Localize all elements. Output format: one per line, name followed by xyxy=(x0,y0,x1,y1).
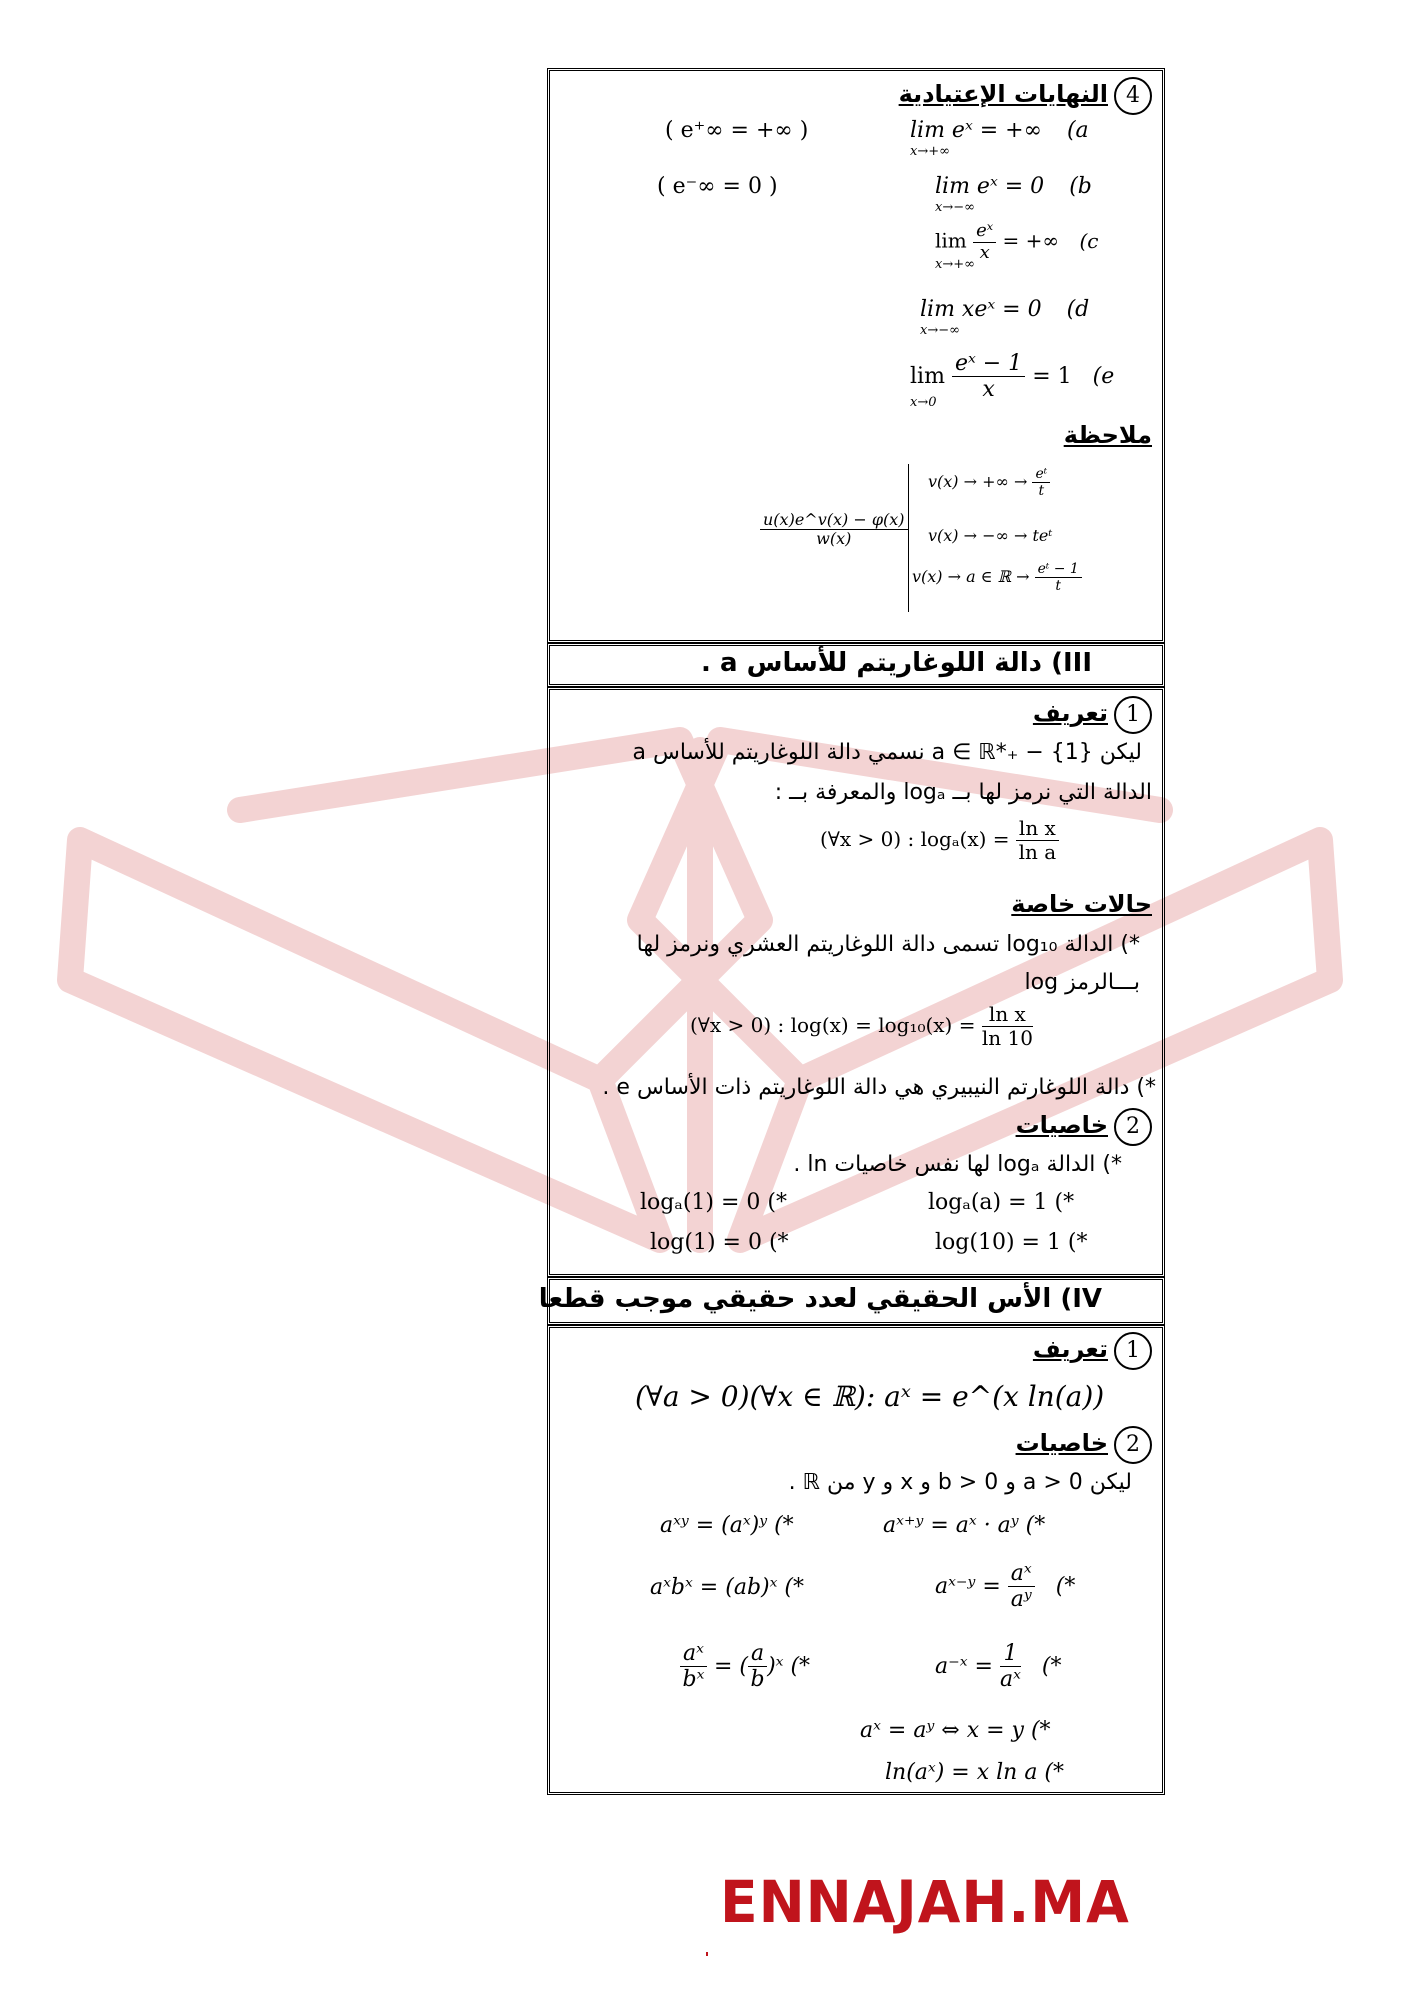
special-line-2: بـــالرمز log xyxy=(1024,970,1140,995)
content-sheet xyxy=(538,68,1165,1795)
logo-dot xyxy=(706,1952,708,1956)
limit-e: lim $\frac{\text{eˣ − 1}}{x}$ = 1 (e x→0 xyxy=(910,351,1115,410)
section-iii-title-bar xyxy=(547,643,1165,687)
note-case-3: v(x) → a ∈ ℝ → $\frac{\text{eᵗ − 1}}{t}$ xyxy=(912,561,1082,594)
special-line-3: *) دالة اللوغارتم النيبيري هي دالة اللوغاريتم ذات الأساس e . xyxy=(602,1075,1156,1100)
log-def-formula: (∀x > 0) : logₐ(x) = $\frac{\text{ln x}}{\text{ln a}}$ xyxy=(820,817,1059,864)
limit-a-note: ( e⁺∞ = +∞ ) xyxy=(665,118,809,143)
exp-prop-4: aˣbˣ = (ab)ˣ (* xyxy=(650,1575,804,1600)
note-heading: ملاحظة xyxy=(1063,421,1152,449)
section-iv-title: IV) الأس الحقيقي لعدد حقيقي موجب قطعا xyxy=(538,1284,1102,1314)
log-def-line-2: الدالة التي نرمز لها بــ logₐ والمعرفة بــ : xyxy=(774,780,1152,805)
exp-def-formula: (∀a > 0)(∀x ∈ ℝ): aˣ = e^(x ln(a)) xyxy=(635,1380,1105,1413)
log-prop-3: log(10) = 1 (* xyxy=(935,1230,1088,1255)
section-usual-limits xyxy=(547,68,1165,643)
exp-prop-3: aˣ⁻ʸ = $\frac{\text{aˣ}}{\text{aʸ}}$ (* xyxy=(935,1561,1076,1613)
section-real-exponent xyxy=(547,1325,1165,1795)
log-def-line-1: ليكن a ∈ ℝ*₊ − {1} نسمي دالة اللوغاريتم للأساس a xyxy=(632,740,1142,765)
ennajah-logo[interactable]: ENNAJAH.MA xyxy=(720,1868,1130,1936)
log-prop-1: logₐ(a) = 1 (* xyxy=(928,1190,1075,1215)
exp-props-intro: ليكن a > 0 و b > 0 و x و y من ℝ . xyxy=(788,1470,1132,1495)
exp-prop-2: aˣʸ = (aˣ)ʸ (* xyxy=(660,1513,794,1538)
exp-prop-7: aˣ = aʸ ⇔ x = y (* xyxy=(860,1718,1051,1743)
limit-a: lim eˣ = +∞ (a x→+∞ xyxy=(910,118,1089,159)
limit-d: lim xeˣ = 0 (d x→−∞ xyxy=(920,297,1090,338)
section-4-heading xyxy=(899,77,1152,115)
limit-c: lim $\frac{\text{eˣ}}{x}$ = +∞ (c x→+∞ xyxy=(935,220,1099,272)
log-props-line-1: *) الدالة logₐ لها نفس خاصيات ln . xyxy=(793,1152,1122,1177)
exp-prop-5: a⁻ˣ = $\frac{1}{\text{aˣ}}$ (* xyxy=(935,1641,1062,1693)
section-4-number: 4 xyxy=(1114,77,1152,115)
note-brace-line xyxy=(908,464,909,612)
log-prop-2: logₐ(1) = 0 (* xyxy=(640,1190,788,1215)
exp-def-heading: 1تعريف xyxy=(1033,1332,1152,1370)
limit-b: lim eˣ = 0 (b x→−∞ xyxy=(935,174,1092,215)
limit-b-note: ( e⁻∞ = 0 ) xyxy=(657,174,778,199)
note-expression: $\frac{u(x)e\^{}v(x) - \varphi(x)}{w(x)}$ xyxy=(760,511,908,549)
section-iv-title-bar xyxy=(538,1277,1165,1325)
note-case-2: v(x) → −∞ → teᵗ xyxy=(928,526,1053,545)
section-4-title: النهايات الإعتيادية xyxy=(898,80,1108,108)
special-cases-heading: حالات خاصة xyxy=(1011,890,1152,918)
section-logarithm-base-a xyxy=(547,687,1165,1277)
special-line-1: *) الدالة log₁₀ تسمى دالة اللوغاريتم العشري ونرمز لها xyxy=(636,932,1140,957)
exp-props-heading: 2خاصيات xyxy=(1016,1426,1152,1464)
section-iii-title: III) دالة اللوغاريتم للأساس a . xyxy=(701,648,1092,678)
exp-prop-6: $\frac{\text{aˣ}}{\text{bˣ}}$ = ( $\frac{a}{b}$ )ˣ (* xyxy=(680,1641,810,1693)
exp-prop-1: aˣ⁺ʸ = aˣ · aʸ (* xyxy=(883,1513,1046,1538)
special-formula: (∀x > 0) : log(x) = log₁₀(x) = $\frac{\text{ln x}}{\ln 10}$ xyxy=(690,1002,1033,1050)
exp-prop-8: ln(aˣ) = x ln a (* xyxy=(885,1760,1065,1785)
log-prop-4: log(1) = 0 (* xyxy=(650,1230,789,1255)
log-props-heading: 2خاصيات xyxy=(1016,1108,1152,1146)
log-def-heading: 1تعريف xyxy=(1033,696,1152,734)
note-case-1: v(x) → +∞ → $\frac{\text{eᵗ}}{t}$ xyxy=(928,466,1050,499)
